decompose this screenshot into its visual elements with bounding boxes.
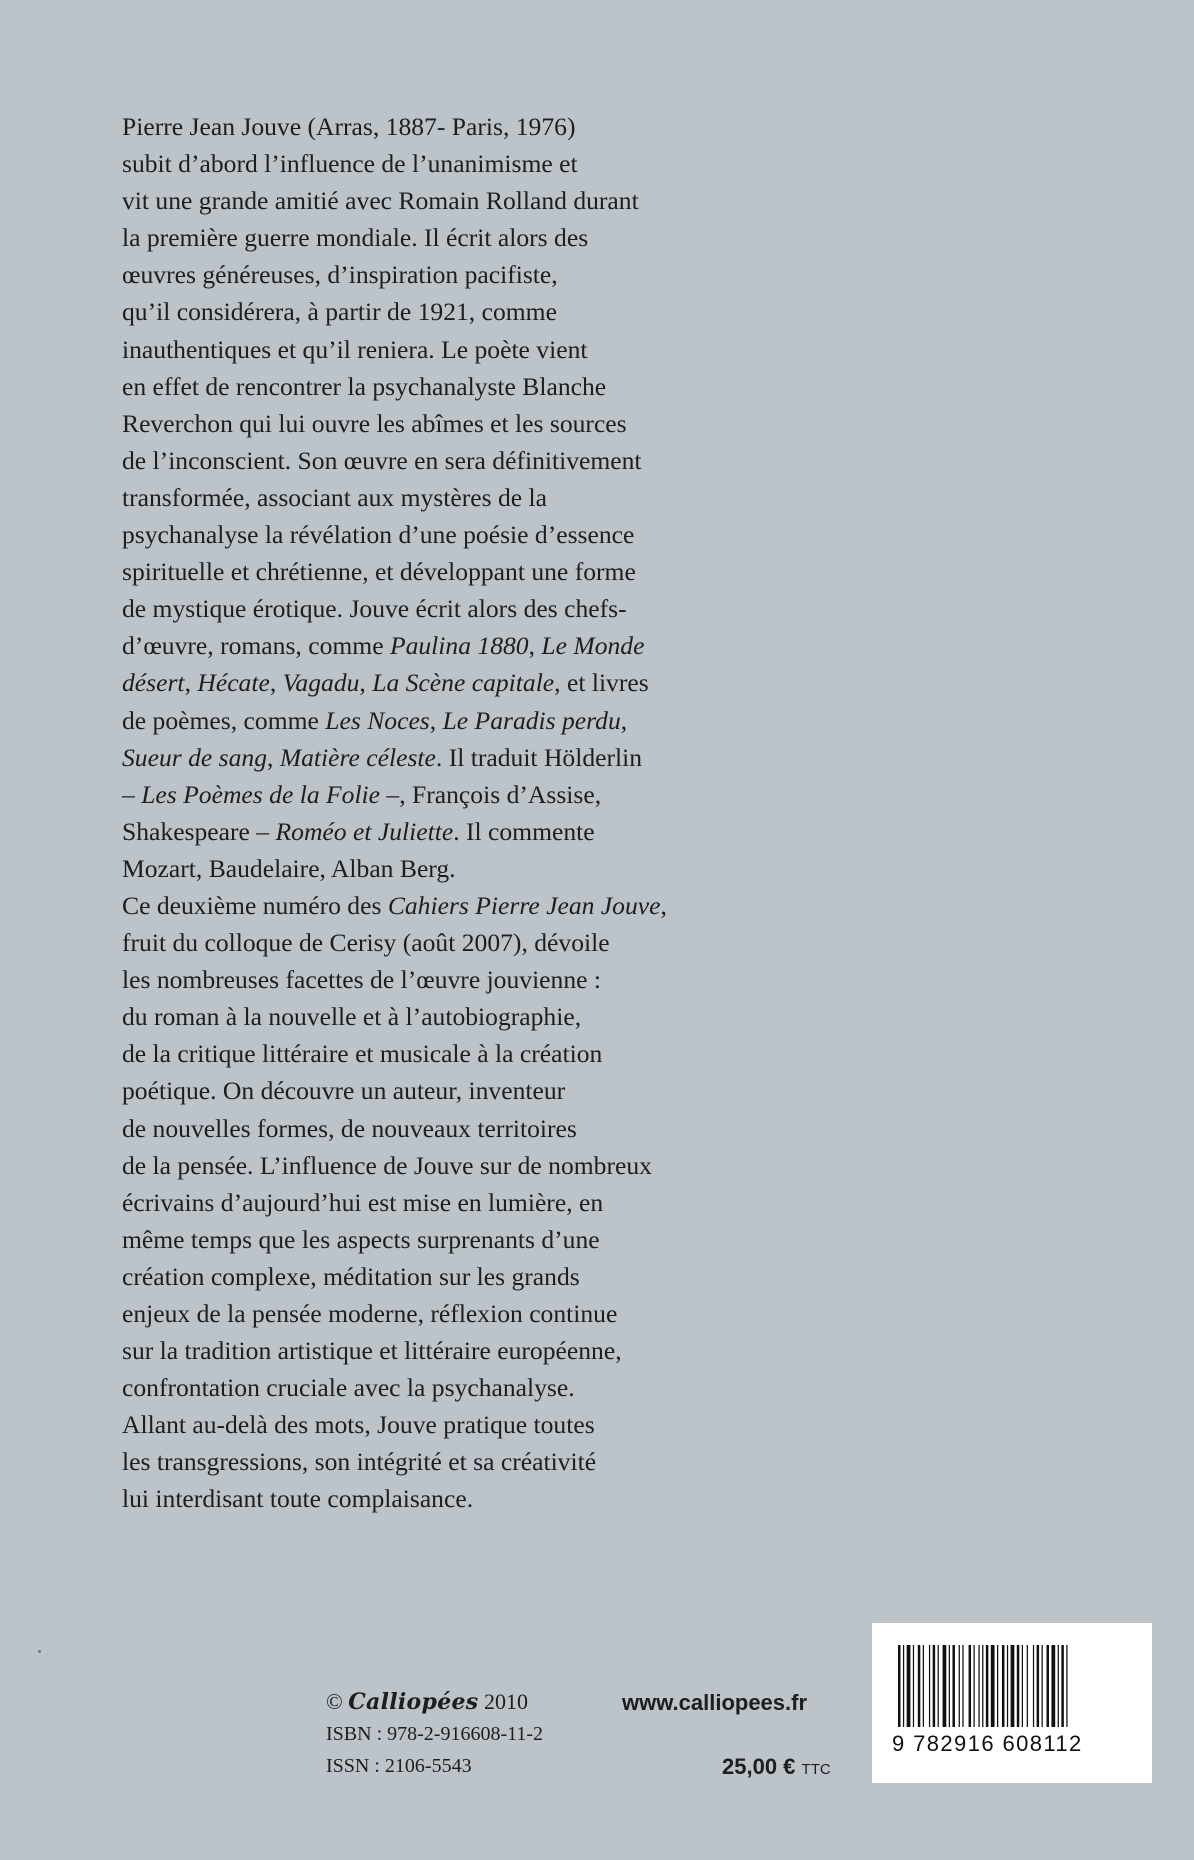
barcode-bars xyxy=(898,1645,1128,1733)
text-run: confrontation cruciale avec la psychanalyse. xyxy=(122,1373,575,1403)
publisher-website[interactable]: www.calliopees.fr xyxy=(622,1690,808,1715)
blurb-line xyxy=(122,1406,882,1443)
blurb-line xyxy=(122,961,882,998)
title-italic: Roméo et Juliette xyxy=(275,816,454,846)
barcode-bar xyxy=(978,1645,979,1727)
barcode-bar xyxy=(1047,1645,1050,1727)
blurb-line xyxy=(122,145,882,182)
text-run: les transgressions, son intégrité et sa créativité xyxy=(122,1447,597,1477)
text-run: subit d’abord l’influence de l’unanimisme et xyxy=(122,149,578,179)
text-run: psychanalyse la révélation d’une poésie d’essence xyxy=(122,520,635,550)
barcode-bar xyxy=(982,1645,983,1727)
text-run: de la critique littéraire et musicale à la création xyxy=(122,1039,603,1069)
text-run: vit une grande amitié avec Romain Rolland durant xyxy=(122,186,639,216)
title-italic: Hécate xyxy=(197,668,270,698)
text-run: de la pensée. L’influence de Jouve sur de nombreux xyxy=(122,1150,652,1180)
text-run: , xyxy=(660,890,667,920)
publisher-name: Calliopées xyxy=(348,1689,479,1715)
barcode-bar xyxy=(959,1645,960,1727)
text-run: inauthentiques et qu’il reniera. Le poète vient xyxy=(122,334,588,364)
blurb-line xyxy=(122,1184,882,1221)
title-italic: Matière céleste xyxy=(279,742,436,772)
barcode-bar xyxy=(923,1645,924,1727)
blurb-line xyxy=(122,219,882,256)
text-run: spirituelle et chrétienne, et développant une forme xyxy=(122,557,636,587)
barcode-bar xyxy=(1042,1645,1043,1727)
issn-line: ISSN : 2106-5543 xyxy=(326,1755,472,1777)
barcode-digits: 9 782916 608112 xyxy=(892,1731,1083,1756)
barcode-bar xyxy=(918,1645,921,1727)
blurb-line xyxy=(122,739,882,776)
text-run: Ce deuxième numéro des xyxy=(122,890,388,920)
barcode xyxy=(872,1623,1152,1783)
text-run: de mystique érotique. Jouve écrit alors des chefs- xyxy=(122,594,627,624)
text-run: Allant au-delà des mots, Jouve pratique toutes xyxy=(122,1410,595,1440)
text-run: d’œuvre, romans, comme xyxy=(122,631,390,661)
publication-year: 2010 xyxy=(484,1689,528,1714)
blurb-line xyxy=(122,887,882,924)
text-run: œuvres généreuses, d’inspiration pacifiste, xyxy=(122,260,558,290)
isbn-line: ISBN : 978-2-916608-11-2 xyxy=(326,1723,544,1745)
blurb-line xyxy=(122,627,882,664)
text-run: de nouvelles formes, de nouveaux territoires xyxy=(122,1113,577,1143)
title-italic: Paulina 1880 xyxy=(389,631,529,661)
blurb-line xyxy=(122,1035,882,1072)
text-run: écrivains d’aujourd’hui est mise en lumière, en xyxy=(122,1187,604,1217)
text-run: , xyxy=(267,742,280,772)
price-suffix: TTC xyxy=(801,1761,831,1778)
title-italic: Cahiers Pierre Jean Jouve xyxy=(387,890,661,920)
text-run: . Il commente xyxy=(453,816,595,846)
barcode-bar xyxy=(1058,1645,1059,1727)
blurb-line xyxy=(122,368,882,405)
blurb-line xyxy=(122,479,882,516)
text-run: , xyxy=(620,705,628,735)
text-run: Reverchon qui lui ouvre les abîmes et les sources xyxy=(122,408,627,438)
blurb-line xyxy=(122,1072,882,1109)
text-run: du roman à la nouvelle et à l’autobiographie, xyxy=(122,1002,582,1032)
copyright-line xyxy=(326,1686,543,1718)
blurb-line xyxy=(122,702,882,739)
price-value: 25,00 € xyxy=(722,1754,796,1779)
barcode-bar xyxy=(1022,1645,1023,1727)
publisher-info xyxy=(326,1686,543,1782)
title-italic: La Scène capitale xyxy=(372,668,555,698)
barcode-bar xyxy=(962,1645,963,1727)
copyright-symbol: © xyxy=(326,1689,343,1714)
text-run: , xyxy=(184,668,198,698)
blurb-line xyxy=(122,1147,882,1184)
text-run: , xyxy=(269,668,283,698)
text-run: . Il traduit Hölderlin xyxy=(435,742,643,772)
barcode-bar xyxy=(974,1645,975,1727)
barcode-bar xyxy=(1051,1645,1055,1727)
text-run: en effet de rencontrer la psychanalyste Blanche xyxy=(122,371,607,401)
blurb-line xyxy=(122,1110,882,1147)
text-run: création complexe, méditation sur les grands xyxy=(122,1261,580,1291)
text-run: , xyxy=(528,631,542,661)
blurb-line xyxy=(122,182,882,219)
barcode-bar xyxy=(1033,1645,1034,1727)
text-run: transformée, associant aux mystères de la xyxy=(122,482,547,512)
blurb-line xyxy=(122,256,882,293)
title-italic: Le Paradis perdu xyxy=(442,705,621,735)
blurb-line xyxy=(122,405,882,442)
blurb-line xyxy=(122,1369,882,1406)
barcode-bar xyxy=(949,1645,950,1727)
text-run: , xyxy=(429,705,443,735)
barcode-bar xyxy=(991,1645,995,1727)
text-run: , et livres xyxy=(554,668,649,698)
barcode-bar xyxy=(929,1645,930,1727)
blurb-line xyxy=(122,590,882,627)
text-run: même temps que les aspects surprenants d’une xyxy=(122,1224,600,1254)
barcode-bar xyxy=(933,1645,936,1727)
text-run: fruit du colloque de Cerisy (août 2007), dévoile xyxy=(122,928,610,958)
text-run: sur la tradition artistique et littéraire européenne, xyxy=(122,1336,622,1366)
text-run: de poèmes, comme xyxy=(122,705,326,735)
barcode-bar xyxy=(938,1645,939,1727)
blurb-line xyxy=(122,1480,882,1517)
blurb-line xyxy=(122,850,882,887)
barcode-bar xyxy=(903,1645,904,1727)
barcode-bar xyxy=(1037,1645,1040,1727)
barcode-bar xyxy=(907,1645,911,1727)
barcode-bar xyxy=(1027,1645,1028,1727)
barcode-bar xyxy=(1017,1645,1020,1727)
barcode-bar xyxy=(1007,1645,1008,1727)
blurb-line xyxy=(122,1221,882,1258)
text-run: de l’inconscient. Son œuvre en sera définitivement xyxy=(122,445,642,475)
text-run: , xyxy=(359,668,373,698)
blurb-line xyxy=(122,664,882,701)
barcode-bar xyxy=(952,1645,955,1727)
blurb-line xyxy=(122,442,882,479)
barcode-bar xyxy=(1061,1645,1064,1727)
title-italic: Les Noces xyxy=(325,705,430,735)
price-label xyxy=(722,1754,831,1780)
title-italic: Sueur de sang xyxy=(122,742,268,772)
text-run: la première guerre mondiale. Il écrit alors des xyxy=(122,223,589,253)
blurb-line xyxy=(122,1258,882,1295)
blurb-line xyxy=(122,516,882,553)
text-run: poétique. On découvre un auteur, inventeur xyxy=(122,1076,566,1106)
text-run: qu’il considérera, à partir de 1921, comme xyxy=(122,297,557,327)
text-run: Pierre Jean Jouve (Arras, 1887- Paris, 1976) xyxy=(122,112,576,141)
blurb-line xyxy=(122,331,882,368)
barcode-bar xyxy=(986,1645,989,1727)
blurb-line xyxy=(122,1295,882,1332)
barcode-bar xyxy=(1011,1645,1015,1727)
barcode-bar xyxy=(898,1645,901,1727)
title-italic: désert xyxy=(122,668,185,698)
back-cover-blurb xyxy=(122,108,882,1518)
text-run: –, François d’Assise, xyxy=(380,779,602,809)
title-italic: Le Monde xyxy=(541,631,645,661)
blurb-line xyxy=(122,776,882,813)
text-run: les nombreuses facettes de l’œuvre jouvienne : xyxy=(122,965,602,995)
barcode-bar xyxy=(997,1645,998,1727)
blurb-line xyxy=(122,813,882,850)
barcode-bar xyxy=(1002,1645,1005,1727)
text-run: Mozart, Baudelaire, Alban Berg. xyxy=(122,853,456,883)
barcode-bar xyxy=(943,1645,947,1727)
blurb-line xyxy=(122,1332,882,1369)
title-italic: Vagadu xyxy=(282,668,360,698)
text-run: Shakespeare – xyxy=(122,816,276,846)
blurb-line xyxy=(122,1443,882,1480)
blurb-line xyxy=(122,293,882,330)
blurb-line xyxy=(122,998,882,1035)
barcode-bar xyxy=(913,1645,914,1727)
text-run: lui interdisant toute complaisance. xyxy=(122,1484,474,1514)
title-italic: Les Poèmes de la Folie xyxy=(141,779,381,809)
blurb-line xyxy=(122,108,882,145)
barcode-bar xyxy=(1066,1645,1067,1727)
print-speck xyxy=(38,1650,41,1653)
text-run: enjeux de la pensée moderne, réflexion continue xyxy=(122,1299,618,1328)
text-run: – xyxy=(122,779,142,809)
blurb-line xyxy=(122,553,882,590)
blurb-line xyxy=(122,924,882,961)
barcode-bar xyxy=(969,1645,972,1727)
